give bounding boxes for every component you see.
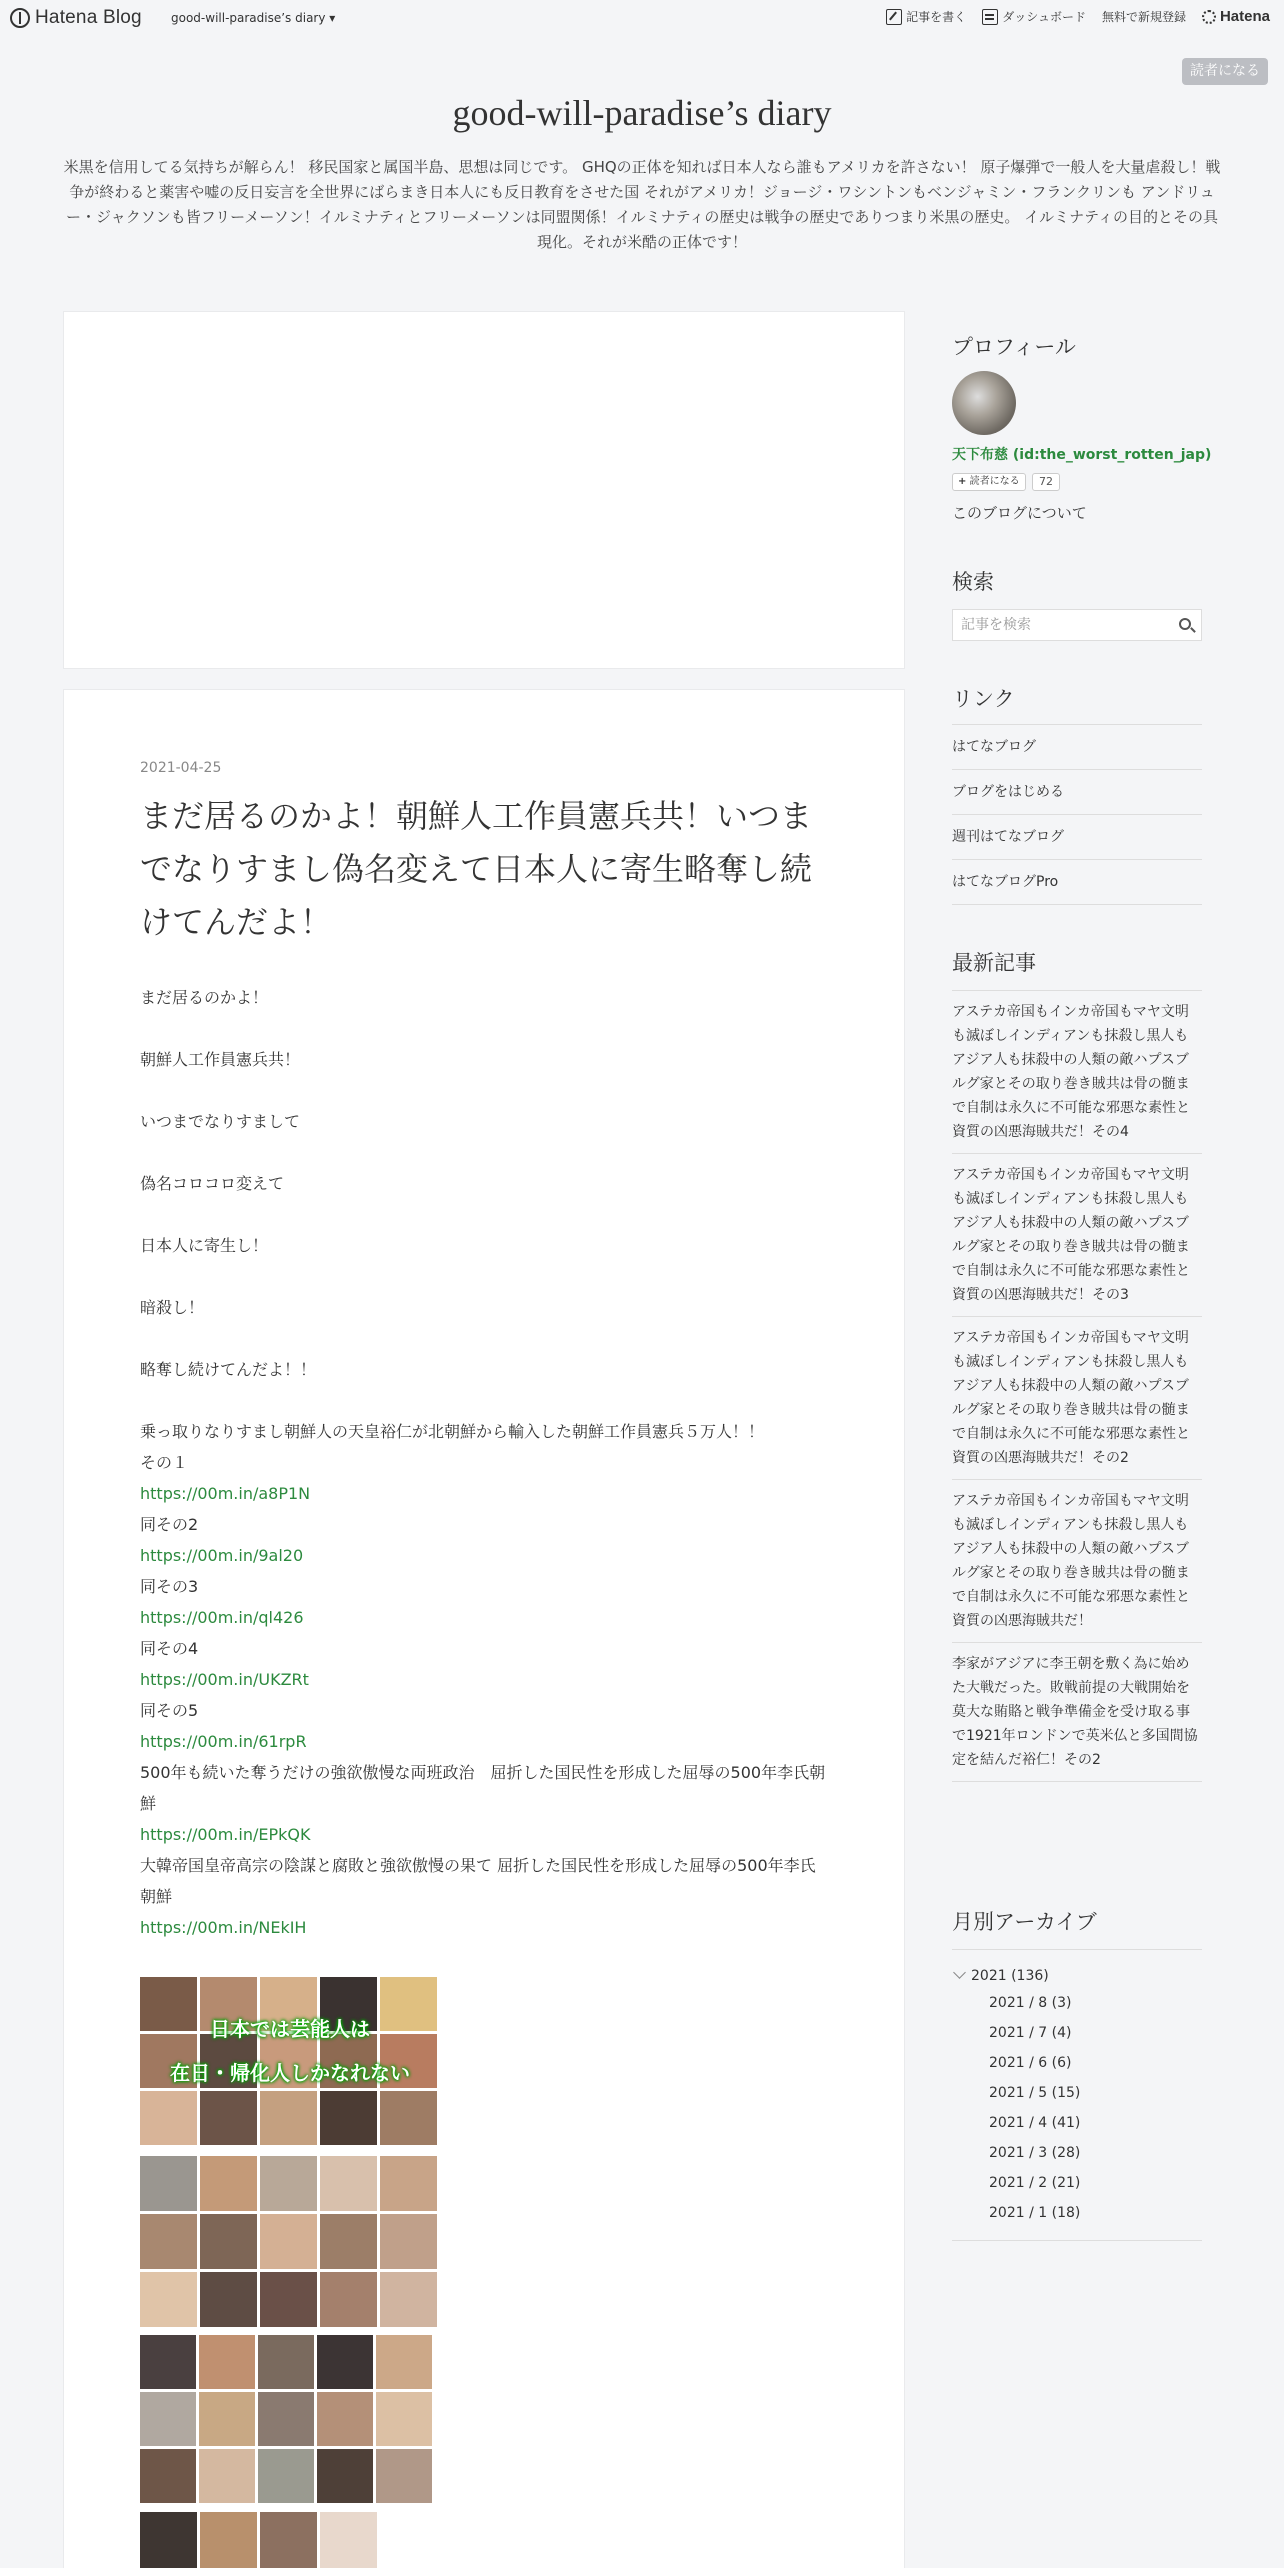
- sidebar-link[interactable]: はてなブログ: [952, 725, 1202, 770]
- plus-icon: +: [958, 476, 967, 487]
- face-photo: [140, 2156, 197, 2211]
- entry-paragraph: 日本人に寄生し！: [140, 1236, 269, 1255]
- profile-name-link[interactable]: 天下布慈 (id:the_worst_rotten_jap): [952, 447, 1212, 463]
- links-list: [952, 724, 1202, 905]
- search-input[interactable]: [953, 610, 1163, 640]
- face-photo: [317, 2449, 373, 2503]
- part-label: 同その2: [140, 1515, 199, 1534]
- banner-caption-1: 日本では芸能人は: [210, 2017, 370, 2041]
- archive-list: [952, 1949, 1202, 2241]
- entry-paragraph: 略奪し続けてんだよ！！: [140, 1360, 317, 1379]
- entry-link[interactable]: https://00m.in/ql426: [140, 1608, 304, 1627]
- face-photo: [140, 2091, 197, 2145]
- profile-heading: プロフィール: [952, 335, 1076, 359]
- entry-paragraph: 朝鮮人工作員憲兵共！: [140, 1050, 301, 1069]
- entry-link[interactable]: https://00m.in/NEkIH: [140, 1918, 307, 1937]
- recent-posts-heading: 最新記事: [952, 951, 1036, 975]
- face-photo: [317, 2392, 373, 2446]
- archive-month-link[interactable]: 2021 / 6 (6): [989, 2055, 1072, 2071]
- face-photo: [260, 2156, 317, 2211]
- subscribe-label: 読者になる: [969, 476, 1020, 487]
- face-photo: [380, 2214, 437, 2269]
- face-photo: [317, 2335, 373, 2389]
- face-photo: [140, 2335, 196, 2389]
- dashboard-button[interactable]: [982, 8, 1086, 25]
- subscribe-button-sidebar[interactable]: [952, 473, 1026, 491]
- archive-month-link[interactable]: 2021 / 3 (28): [989, 2145, 1081, 2161]
- archive-month-link[interactable]: 2021 / 5 (15): [989, 2085, 1081, 2101]
- entry-link[interactable]: https://00m.in/a8P1N: [140, 1484, 311, 1503]
- dashboard-label: ダッシュボード: [1002, 10, 1086, 24]
- edit-icon: [886, 9, 902, 25]
- logo-text: Hatena Blog: [35, 7, 142, 28]
- archive-month-link[interactable]: 2021 / 8 (3): [989, 1995, 1072, 2011]
- signup-link[interactable]: 無料で新規登録: [1101, 10, 1186, 24]
- blog-switcher[interactable]: good-will-paradise’s diary ▾: [171, 11, 336, 25]
- search-box: [952, 609, 1202, 641]
- archive-month-link[interactable]: 2021 / 4 (41): [989, 2115, 1081, 2131]
- face-tiles: [140, 2512, 377, 2568]
- subscribe-button-top[interactable]: 読者になる: [1182, 58, 1268, 85]
- face-photo: [200, 2091, 257, 2145]
- face-photo: [376, 2449, 432, 2503]
- part-label: 同その4: [140, 1639, 199, 1658]
- face-tiles: [140, 2335, 432, 2503]
- global-header: [0, 0, 1284, 38]
- write-post-label: 記事を書く: [906, 10, 967, 24]
- recent-post-link[interactable]: アステカ帝国もインカ帝国もマヤ文明も滅ぼしインディアンも抹殺し黒人もアジア人も抹殺中の人類の敵ハプスブルグ家とその取り巻き賊共は骨の髄まで自制は永久に不可能な邪悪な素性と資質の凶悪海賊共だ！その2: [952, 1317, 1202, 1480]
- avatar[interactable]: [952, 371, 1016, 435]
- sidebar-link[interactable]: はてなブログPro: [952, 860, 1202, 905]
- face-photo: [320, 2214, 377, 2269]
- entry-link[interactable]: https://00m.in/EPkQK: [140, 1825, 311, 1844]
- face-photo: [376, 2335, 432, 2389]
- face-photo: [260, 2214, 317, 2269]
- dashboard-icon: [982, 9, 998, 25]
- blog-title[interactable]: good-will-paradise’s diary: [452, 93, 832, 133]
- face-photo: [140, 2272, 197, 2327]
- face-photo: [320, 2272, 377, 2327]
- entry-link[interactable]: https://00m.in/9al20: [140, 1546, 304, 1565]
- search-heading: 検索: [952, 570, 994, 594]
- entry-body: [140, 982, 830, 1943]
- archive-month-link[interactable]: 2021 / 1 (18): [989, 2205, 1081, 2221]
- write-post-button[interactable]: [886, 8, 966, 25]
- part-label: その１: [140, 1453, 189, 1472]
- entry-paragraph: 偽名コロコロ変えて: [140, 1174, 285, 1193]
- face-photo: [140, 2512, 197, 2568]
- recent-post-link[interactable]: アステカ帝国もインカ帝国もマヤ文明も滅ぼしインディアンも抹殺し黒人もアジア人も抹殺中の人類の敵ハプスブルグ家とその取り巻き賊共は骨の髄まで自制は永久に不可能な邪悪な素性と資質の凶悪海賊共だ！: [952, 1480, 1202, 1643]
- hatena-logo-text: Hatena: [1219, 8, 1270, 25]
- face-grid-image[interactable]: [140, 2335, 432, 2503]
- face-photo: [320, 2512, 377, 2568]
- face-photo: [260, 2272, 317, 2327]
- part-label: 同その5: [140, 1701, 199, 1720]
- face-photo: [320, 2156, 377, 2211]
- entry-link[interactable]: https://00m.in/UKZRt: [140, 1670, 309, 1689]
- archive-year-toggle[interactable]: [952, 1964, 1202, 1988]
- recent-post-link[interactable]: 李家がアジアに李王朝を敷く為に始めた大戦だった。敗戦前提の大戦開始を莫大な賄賂と戦争準備金を受け取る事で1921年ロンドンで英米仏と多国間協定を結んだ裕仁！その2: [952, 1643, 1202, 1782]
- blog-description: 米黒を信用してる気持ちが解らん！ 移民国家と属国半島、思想は同じです。 GHQの正体を知れば日本人なら誰もアメリカを許さない！ 原子爆弾で一般人を大量虐殺し！戦争が終わると薬害や嘘の反日妄言を全世界にばらまき日本人にも反日教育をさせた国 それがアメリカ！ジョージ・ワシントンもベンジャミン・フランクリンも アンドリュー・ジャクソンも皆フリーメーソン！イルミナティとフリーメーソンは同盟関係！イルミナティの歴史は戦争の歴史でありつまり米黒の歴史。 イルミナティの目的とその具現化。それが米酷の正体です！: [63, 158, 1221, 251]
- sidebar-link[interactable]: ブログをはじめる: [952, 770, 1202, 815]
- face-photo: [140, 2449, 196, 2503]
- hatena-dots-icon: [1202, 10, 1216, 24]
- entry-paragraph: 暗殺し！: [140, 1298, 205, 1317]
- reader-count-badge: 72: [1032, 473, 1060, 491]
- face-photo: [258, 2335, 314, 2389]
- recent-posts-list: [952, 990, 1202, 1782]
- entry-date[interactable]: 2021-04-25: [140, 760, 222, 776]
- search-icon[interactable]: [1179, 618, 1191, 630]
- entry-article: [63, 689, 905, 2568]
- hatena-blog-logo[interactable]: [10, 7, 142, 29]
- archive-year-label: 2021 (136): [971, 1968, 1049, 1984]
- face-photo: [320, 2091, 377, 2145]
- face-grid-image[interactable]: [140, 2156, 437, 2327]
- part-label: 同その3: [140, 1577, 199, 1596]
- entry-title[interactable]: まだ居るのかよ！朝鮮人工作員憲兵共！いつまでなりすまし偽名変えて日本人に寄生略奪し続けてんだよ！: [140, 797, 813, 941]
- about-blog-link[interactable]: このブログについて: [952, 504, 1087, 522]
- entry-lead-line: 乗っ取りなりすまし朝鮮人の天皇裕仁が北朝鮮から輸入した朝鮮工作員憲兵５万人！！: [140, 1422, 765, 1441]
- chevron-down-icon: [953, 1966, 966, 1979]
- banner-photo-collage: [140, 1977, 440, 2145]
- face-photo: [376, 2392, 432, 2446]
- entry-paragraph: いつまでなりすまして: [140, 1112, 301, 1131]
- face-photo: [199, 2335, 255, 2389]
- hatena-logo[interactable]: [1202, 8, 1270, 25]
- entry-link[interactable]: https://00m.in/61rpR: [140, 1732, 307, 1751]
- face-photo: [200, 2272, 257, 2327]
- archive-month-link[interactable]: 2021 / 2 (21): [989, 2175, 1081, 2191]
- recent-post-link[interactable]: アステカ帝国もインカ帝国もマヤ文明も滅ぼしインディアンも抹殺し黒人もアジア人も抹殺中の人類の敵ハプスブルグ家とその取り巻き賊共は骨の髄まで自制は永久に不可能な邪悪な素性と資質の凶悪海賊共だ！その3: [952, 1154, 1202, 1317]
- face-photo: [258, 2449, 314, 2503]
- ad-area: [63, 311, 905, 669]
- recent-post-link[interactable]: アステカ帝国もインカ帝国もマヤ文明も滅ぼしインディアンも抹殺し黒人もアジア人も抹殺中の人類の敵ハプスブルグ家とその取り巻き賊共は骨の髄まで自制は永久に不可能な邪悪な素性と資質の凶悪海賊共だ！その4: [952, 991, 1202, 1154]
- entry-text: 500年も続いた奪うだけの強欲傲慢な両班政治 屈折した国民性を形成した屈辱の500年李氏朝鮮: [140, 1763, 826, 1813]
- hatena-blog-logo-icon: [10, 8, 30, 28]
- face-photo: [260, 2512, 317, 2568]
- face-photo: [199, 2449, 255, 2503]
- face-photo: [200, 2156, 257, 2211]
- face-photo: [380, 2272, 437, 2327]
- celebrity-banner-image[interactable]: [140, 1977, 440, 2145]
- archive-month-link[interactable]: 2021 / 7 (4): [989, 2025, 1072, 2041]
- entry-text: 大韓帝国皇帝高宗の陰謀と腐敗と強欲傲慢の果て 屈折した国民性を形成した屈辱の500年李氏朝鮮: [140, 1856, 816, 1906]
- face-photo: [140, 2392, 196, 2446]
- links-heading: リンク: [952, 687, 1015, 711]
- sidebar-link[interactable]: 週刊はてなブログ: [952, 815, 1202, 860]
- face-photo: [200, 2512, 257, 2568]
- face-photo: [199, 2392, 255, 2446]
- face-photo: [258, 2392, 314, 2446]
- face-photo: [200, 2214, 257, 2269]
- face-photo: [260, 2091, 317, 2145]
- entry-paragraph: まだ居るのかよ！: [140, 988, 269, 1007]
- face-tiles: [140, 2156, 437, 2327]
- face-photo: [380, 2156, 437, 2211]
- face-grid-image[interactable]: [140, 2512, 377, 2568]
- archive-heading: 月別アーカイブ: [952, 1910, 1097, 1934]
- face-photo: [140, 2214, 197, 2269]
- face-photo: [380, 2091, 437, 2145]
- header-actions: [870, 8, 1270, 25]
- banner-caption-2: 在日・帰化人しかなれない: [170, 2061, 410, 2085]
